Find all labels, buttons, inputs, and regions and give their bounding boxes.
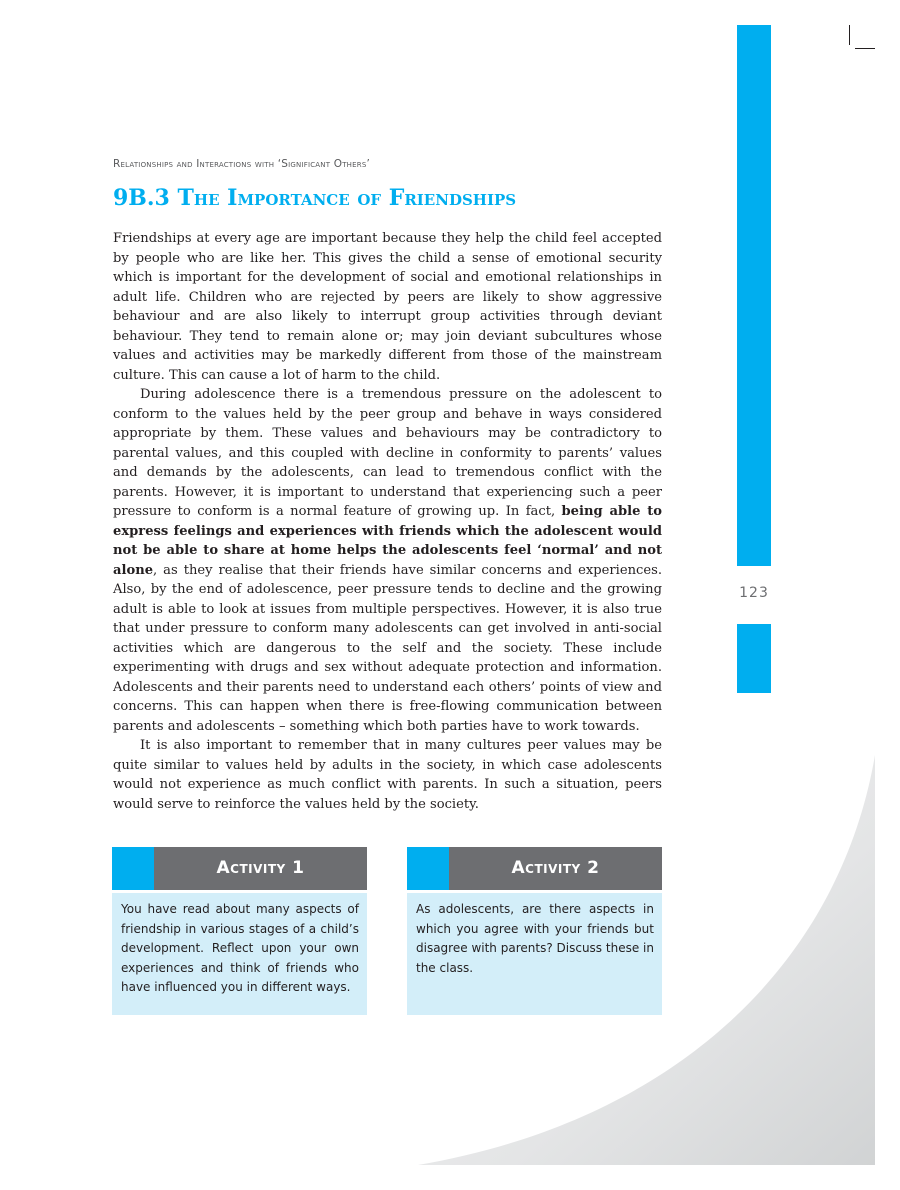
activity-header [407, 847, 662, 890]
paragraph-2 [113, 385, 662, 736]
paragraph-2-text-before: During adolescence there is a tremendous pressure on the adolescent to conform to the values held by the peer group and behave in ways considered appropriate by them. These values and behaviours may be contradictory to parental values, and this coupled with decline in conformity to parents’ values and demands by the adolescents, can lead to tremendous conflict with the parents. However, it is important to understand that experiencing such a peer pressure to conform is a normal feature of growing up. In fact, [113, 387, 662, 519]
activity-title: Activity 1 [216, 858, 305, 878]
activity-box-2 [407, 847, 662, 1015]
activity-header [112, 847, 367, 890]
paragraph-3: It is also important to remember that in many cultures peer values may be quite similar to values held by adults in the society, in which case adolescents would not experience as much conflict with parents. In such a situation, peers would serve to reinforce the values held by the society. [113, 738, 662, 812]
side-tab-bottom [737, 624, 771, 693]
paragraph-2-emphasis: being able to express feelings and experiences with friends which the adolescent would not be able to share at home helps the adolescents feel ‘normal’ and not alone [113, 504, 662, 578]
section-title: 9B.3 The Importance of Friendships [113, 185, 517, 211]
side-tab-top [737, 25, 771, 566]
activity-accent-square [112, 847, 154, 890]
activity-accent-square [407, 847, 449, 890]
running-head: Relationships and Interactions with ‘Significant Others’ [113, 158, 371, 170]
activity-box-1 [112, 847, 367, 1015]
page-number: 123 [739, 585, 769, 601]
paragraph-1: Friendships at every age are important because they help the child feel accepted by people who are like her. This gives the child a sense of emotional security which is important for the development of social and emotional relationships in adult life. Children who are rejected by peers are likely to show aggressive behaviour and are also likely to interrupt group activities through deviant behaviour. They tend to remain alone or; may join deviant subcultures whose values and activities may be markedly different from those of the mainstream culture. This can cause a lot of harm to the child. [113, 231, 662, 383]
body-text [113, 229, 662, 814]
activity-body: As adolescents, are there aspects in which you agree with your friends but disagree with parents? Discuss these in the class. [407, 893, 662, 1015]
activity-title: Activity 2 [511, 858, 600, 878]
activity-body: You have read about many aspects of friendship in various stages of a child’s development. Reflect upon your own experiences and think of friends who have influenced you in different ways. [112, 893, 367, 1015]
paragraph-2-text-after: , as they realise that their friends have similar concerns and experiences. Also, by the end of adolescence, peer pressure tends to decline and the growing adult is able to look at issues from multiple perspectives. However, it is also true that under pressure to conform many adolescents can get involved in anti-social activities which are dangerous to the self and the society. These include experimenting with drugs and sex without adequate protection and information. Adolescents and their parents need to understand each others’ points of view and concerns. This can happen when there is free-flowing communication between parents and adolescents – something which both parties have to work towards. [113, 562, 662, 734]
